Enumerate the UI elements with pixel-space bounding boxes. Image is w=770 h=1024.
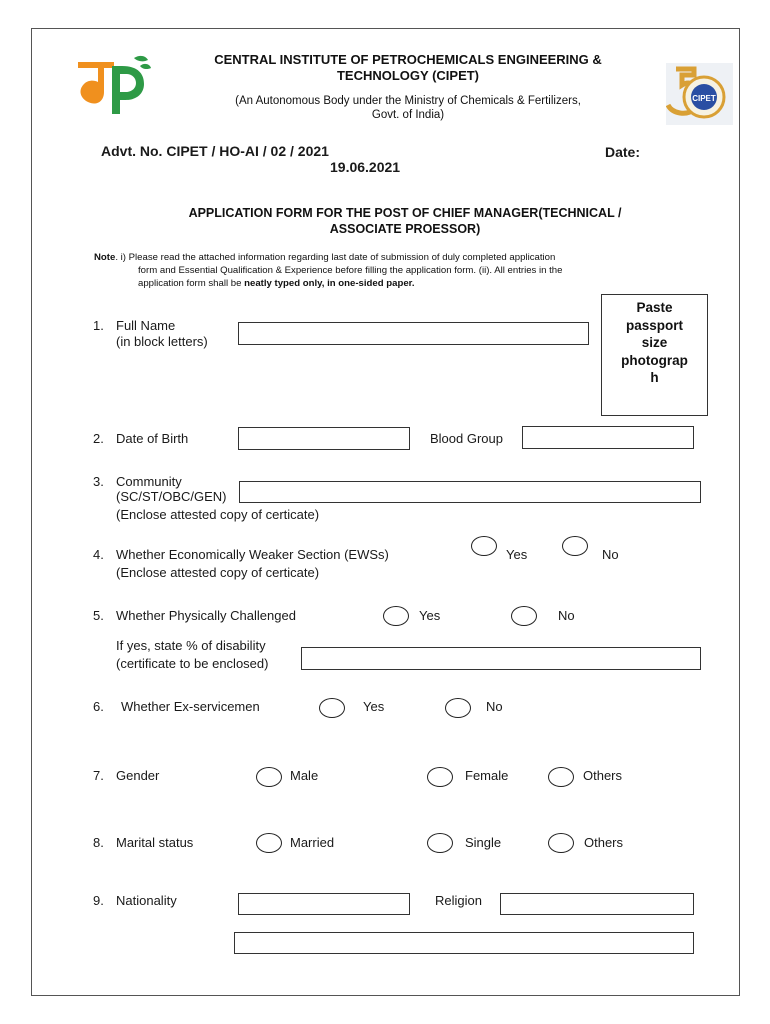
- marital-married-label: Married: [290, 835, 335, 850]
- advt-date-value: 19.06.2021: [330, 159, 401, 175]
- note-line2: form and Essential Qualification & Experience before filling the application form. (ii). All entries in the: [138, 265, 563, 276]
- ews-enclose-note: (Enclose attested copy of certicate): [116, 565, 320, 580]
- field-3-number: 3.: [93, 474, 104, 489]
- gender-male-label: Male: [290, 768, 319, 783]
- marital-single-label: Single: [465, 835, 502, 850]
- gender-female-radio[interactable]: [427, 767, 453, 787]
- form-title-line2: ASSOCIATE PROESSOR): [329, 222, 481, 236]
- ex-servicemen-yes-radio[interactable]: [319, 698, 345, 718]
- community-sublabel: (SC/ST/OBC/GEN): [116, 489, 227, 504]
- field-2-number: 2.: [93, 431, 104, 446]
- ex-servicemen-no-label: No: [486, 699, 503, 714]
- ews-no-radio[interactable]: [562, 536, 588, 556]
- org-sub-line2: Govt. of India): [371, 109, 445, 121]
- field-8-number: 8.: [93, 835, 104, 850]
- marital-single-radio[interactable]: [427, 833, 453, 853]
- religion-label: Religion: [435, 893, 482, 908]
- note-text-line3: application form shall be: [138, 278, 245, 289]
- blood-group-input[interactable]: [522, 426, 694, 449]
- disability-certificate-note: (certificate to be enclosed): [116, 656, 269, 671]
- full-name-input[interactable]: [238, 322, 589, 345]
- marital-married-radio[interactable]: [256, 833, 282, 853]
- pwd-no-radio[interactable]: [511, 606, 537, 626]
- gender-label: Gender: [116, 768, 160, 783]
- photo-line: size: [641, 335, 668, 350]
- marital-others-radio[interactable]: [548, 833, 574, 853]
- date-label: Date:: [605, 144, 641, 160]
- gender-others-radio[interactable]: [548, 767, 574, 787]
- photo-line: h: [650, 370, 659, 385]
- disability-percent-label: If yes, state % of disability: [116, 638, 266, 653]
- pwd-yes-label: Yes: [419, 608, 441, 623]
- org-sub-line1: (An Autonomous Body under the Ministry of Chemicals & Fertilizers,: [235, 95, 581, 107]
- pwd-label: Whether Physically Challenged: [116, 608, 296, 623]
- community-input[interactable]: [239, 481, 701, 503]
- marital-status-label: Marital status: [116, 835, 194, 850]
- gender-male-radio[interactable]: [256, 767, 282, 787]
- cipet-logo-icon: [74, 52, 154, 116]
- note-text-line3-bold: neatly typed only, in one-sided paper.: [244, 278, 415, 289]
- photo-box[interactable]: [601, 294, 708, 416]
- community-label: Community: [116, 474, 182, 489]
- disability-percent-input[interactable]: [301, 647, 701, 670]
- religion-input[interactable]: [500, 893, 694, 915]
- pwd-no-label: No: [558, 608, 575, 623]
- ex-servicemen-yes-label: Yes: [363, 699, 385, 714]
- note-label: Note: [94, 252, 116, 263]
- ex-servicemen-no-radio[interactable]: [445, 698, 471, 718]
- ews-yes-radio[interactable]: [471, 536, 497, 556]
- additional-input[interactable]: [234, 932, 694, 954]
- note-line3: [138, 278, 684, 291]
- gender-others-label: Others: [583, 768, 623, 783]
- field-9-number: 9.: [93, 893, 104, 908]
- advt-number: Advt. No. CIPET / HO-AI / 02 / 2021: [101, 143, 329, 159]
- full-name-sublabel: (in block letters): [116, 334, 208, 349]
- field-4-number: 4.: [93, 547, 104, 562]
- nationality-input[interactable]: [238, 893, 410, 915]
- marital-others-label: Others: [584, 835, 624, 850]
- field-1-number: 1.: [93, 318, 104, 333]
- anniversary-seal-icon: [666, 63, 733, 125]
- full-name-label: Full Name: [116, 318, 176, 333]
- photo-line: photograp: [621, 352, 688, 368]
- photo-line: passport: [625, 317, 683, 333]
- ews-no-label: No: [602, 547, 619, 562]
- field-7-number: 7.: [93, 768, 104, 783]
- gender-female-label: Female: [465, 768, 509, 783]
- community-enclose-note: (Enclose attested copy of certicate): [116, 507, 320, 522]
- blood-group-label: Blood Group: [430, 431, 503, 446]
- ex-servicemen-label: Whether Ex-servicemen: [121, 699, 260, 714]
- dob-label: Date of Birth: [116, 431, 189, 446]
- pwd-yes-radio[interactable]: [383, 606, 409, 626]
- org-name-line2: TECHNOLOGY (CIPET): [336, 68, 480, 83]
- ews-yes-label: Yes: [506, 547, 528, 562]
- note-line1: [94, 252, 684, 265]
- ews-label: Whether Economically Weaker Section (EWSs): [116, 547, 389, 562]
- form-title-line1: APPLICATION FORM FOR THE POST OF CHIEF MANAGER(TECHNICAL /: [188, 206, 622, 220]
- note-text-line1: . i) Please read the attached information regarding last date of submission of duly completed application: [115, 252, 556, 263]
- nationality-label: Nationality: [116, 893, 177, 908]
- dob-input[interactable]: [238, 427, 410, 450]
- org-name-line1: CENTRAL INSTITUTE OF PETROCHEMICALS ENGINEERING &: [214, 52, 602, 67]
- photo-line: Paste: [636, 300, 673, 315]
- field-5-number: 5.: [93, 608, 104, 623]
- seal-text: CIPET: [692, 94, 716, 103]
- field-6-number: 6.: [93, 699, 104, 714]
